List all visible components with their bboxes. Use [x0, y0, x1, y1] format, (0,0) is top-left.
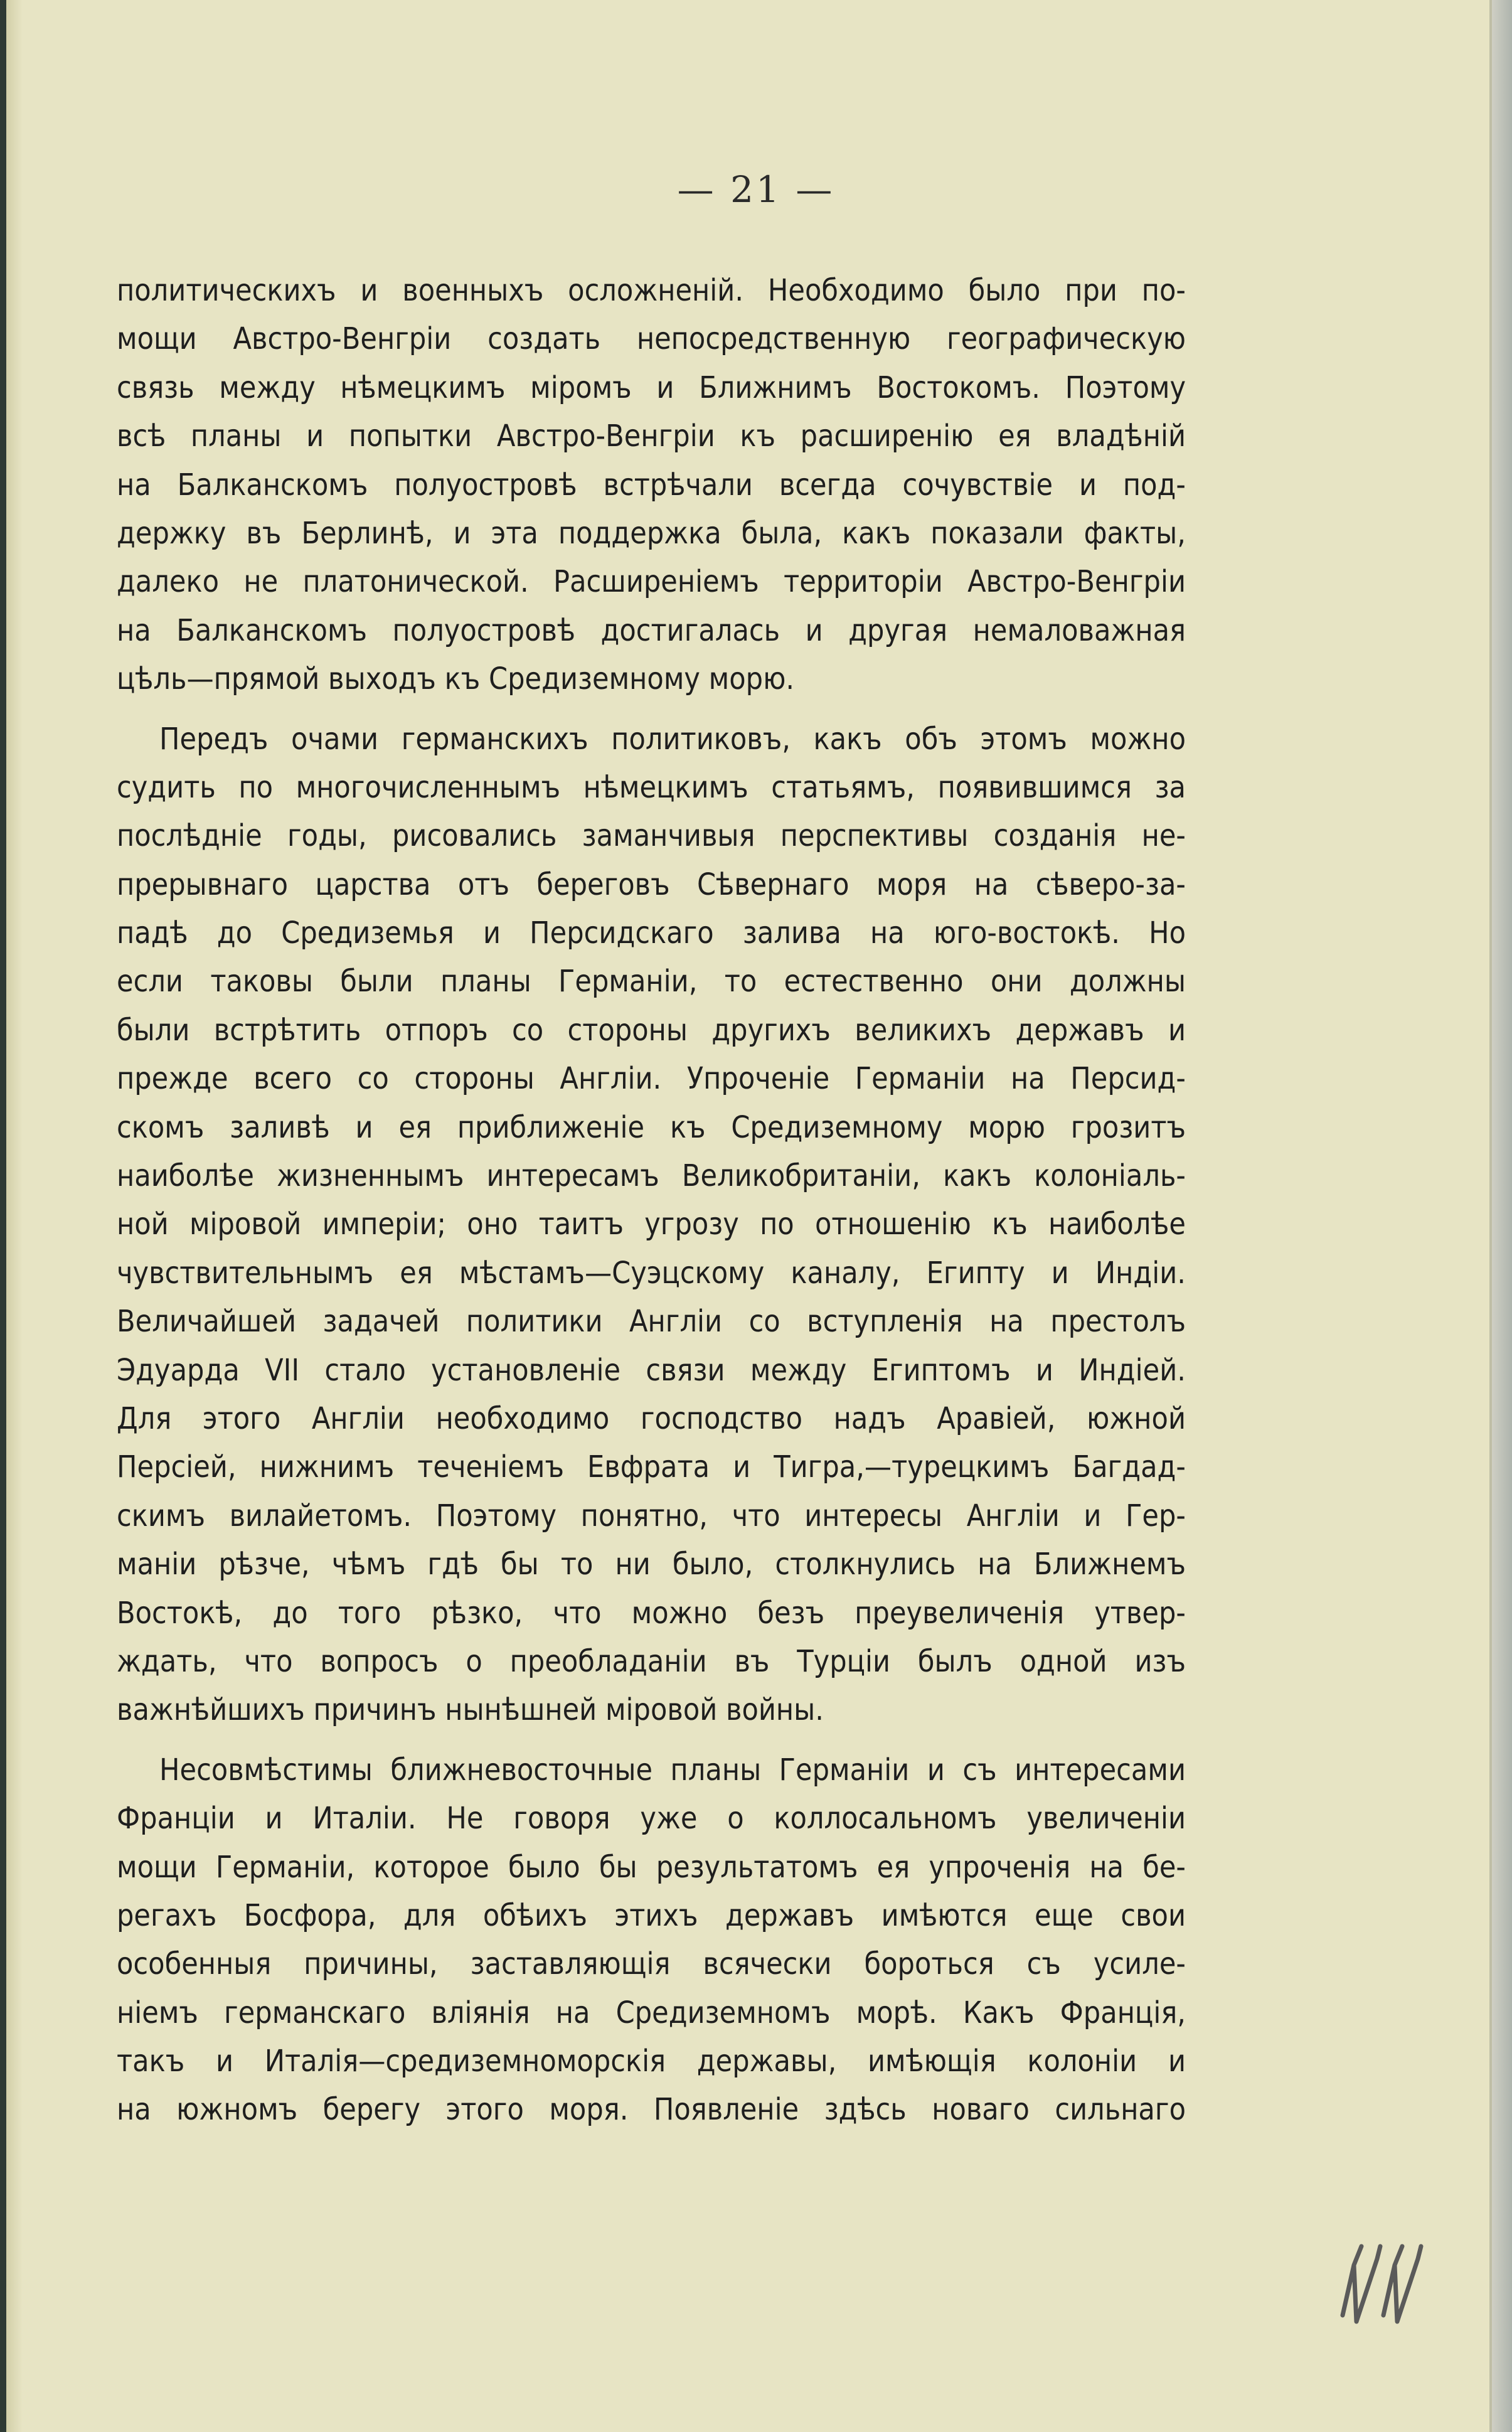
text-line: такъ и Италія—средиземноморскія державы, имѣющія колоніи и [117, 2044, 1186, 2079]
text-line: ной міровой имперіи; оно таитъ угрозу по отношенію къ наиболѣе [117, 1207, 1186, 1242]
text-line: регахъ Босфора, для обѣихъ этихъ державъ имѣются еще свои [117, 1897, 1186, 1933]
text-line: на Балканскомъ полуостровѣ достигалась и другая немаловажная [117, 612, 1186, 648]
text-line: мощи Австро-Венгріи создать непосредственную географическую [117, 321, 1186, 357]
text-line: Для этого Англіи необходимо господство надъ Аравіей, южной [117, 1400, 1186, 1436]
text-line: мощи Германіи, которое было бы результатомъ ея упроченія на бе- [117, 1849, 1186, 1885]
text-line: Франціи и Италіи. Не говоря уже о коллосальномъ увеличеніи [117, 1801, 1186, 1837]
text-line: далеко не платонической. Расширеніемъ территоріи Австро-Венгріи [117, 564, 1186, 600]
text-line: ждать, что вопросъ о преобладаніи въ Турціи былъ одной изъ [117, 1643, 1186, 1679]
text-line: Востокѣ, до того рѣзко, что можно безъ преувеличенія утвер- [117, 1595, 1186, 1631]
text-line: падѣ до Средиземья и Персидскаго залива на юго-востокѣ. Но [117, 915, 1186, 951]
text-line: ніемъ германскаго вліянія на Средиземномъ морѣ. Какъ Франція, [117, 1995, 1186, 2030]
text-line: скимъ вилайетомъ. Поэтому понятно, что интересы Англіи и Гер- [117, 1498, 1186, 1533]
text-line: особенныя причины, заставляющія всячески бороться съ усиле- [117, 1946, 1186, 1982]
text-line: судить по многочисленнымъ нѣмецкимъ статьямъ, появившимся за [117, 769, 1186, 805]
text-line: Персіей, нижнимъ теченіемъ Евфрата и Тигра,—турецкимъ Багдад- [117, 1449, 1186, 1485]
text-line: важнѣйшихъ причинъ нынѣшней міровой войны. [117, 1692, 824, 1728]
body-text [117, 267, 1186, 2135]
text-line: чувствительнымъ ея мѣстамъ—Суэцскому каналу, Египту и Индіи. [117, 1255, 1186, 1291]
text-line: были встрѣтить отпоръ со стороны другихъ великихъ державъ и [117, 1012, 1186, 1048]
spine-shadow [6, 0, 23, 2432]
text-line: на Балканскомъ полуостровѣ встрѣчали всегда сочувствіе и под- [117, 467, 1186, 503]
paragraph-1 [117, 267, 1186, 704]
text-line: прерывнаго царства отъ береговъ Сѣвернаго моря на сѣверо-за- [117, 867, 1186, 902]
text-line: на южномъ берегу этого моря. Появленіе здѣсь новаго сильнаго [117, 2092, 1186, 2128]
text-line: маніи рѣзче, чѣмъ гдѣ бы то ни было, столкнулись на Ближнемъ [117, 1547, 1186, 1582]
paragraph-gap [117, 1735, 1186, 1746]
text-line: связь между нѣмецкимъ міромъ и Ближнимъ Востокомъ. Поэтому [117, 370, 1186, 405]
text-line: прежде всего со стороны Англіи. Упроченіе Германіи на Персид- [117, 1061, 1186, 1097]
fore-edge [1492, 0, 1512, 2432]
text-line: всѣ планы и попытки Австро-Венгріи къ расширенію ея владѣній [117, 419, 1186, 454]
text-line: цѣль—прямой выходъ къ Средиземному морю. [117, 661, 795, 697]
text-line: Передъ очами германскихъ политиковъ, какъ объ этомъ можно [159, 721, 1186, 757]
text-line: политическихъ и военныхъ осложненій. Необходимо было при по- [117, 273, 1186, 308]
paragraph-gap [117, 704, 1186, 715]
page-number: — 21 — [677, 168, 835, 211]
text-line: наиболѣе жизненнымъ интересамъ Великобританіи, какъ колоніаль- [117, 1158, 1186, 1194]
text-line: послѣдніе годы, рисовались заманчивыя перспективы созданія не- [117, 818, 1186, 854]
paragraph-2 [117, 715, 1186, 1735]
text-line: скомъ заливѣ и ея приближеніе къ Средиземному морю грозитъ [117, 1109, 1186, 1145]
paragraph-3 [117, 1746, 1186, 2135]
text-line: Несовмѣстимы ближневосточные планы Германіи и съ интересами [159, 1752, 1186, 1788]
text-line: Эдуарда VII стало установленіе связи между Египтомъ и Индіей. [117, 1352, 1186, 1388]
text-line: если таковы были планы Германіи, то естественно они должны [117, 964, 1186, 1000]
text-line: держку въ Берлинѣ, и эта поддержка была, какъ показали факты, [117, 515, 1186, 551]
handwritten-folio-mark [1318, 2221, 1437, 2347]
text-line: Величайшей задачей политики Англіи со вступленія на престолъ [117, 1304, 1186, 1340]
spine-edge [0, 0, 6, 2432]
